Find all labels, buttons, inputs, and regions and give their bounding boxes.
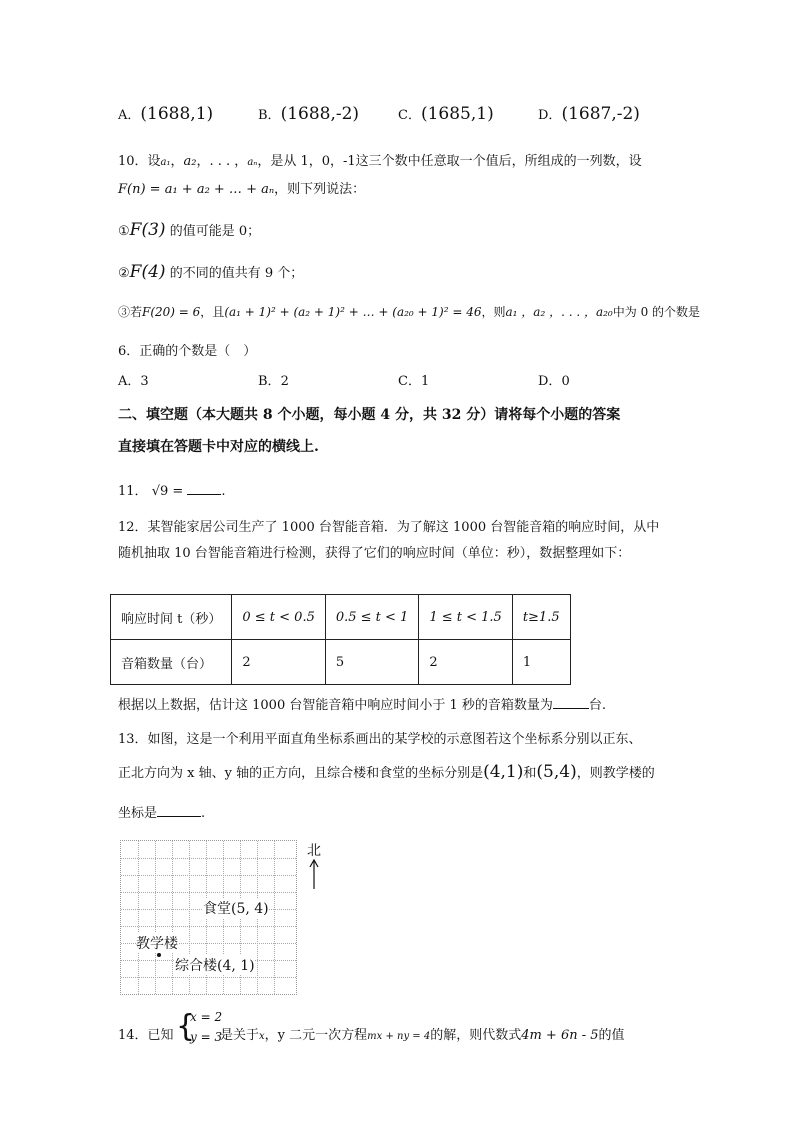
q14-eq1: x = 2: [190, 1010, 223, 1024]
q12-line1: 12．某智能家居公司生产了 1000 台智能音箱．为了解这 1000 台智能音箱的响应时间，从中: [118, 520, 660, 535]
table-row: [111, 640, 571, 685]
q10-option-c: C．1: [398, 374, 430, 389]
system-brace: {: [176, 1009, 196, 1044]
q10-line1: 10．设a₁，a₂，. . . ，aₙ，是从 1，0，-1这三个数中任意取一个值后，所组成的一列数，设: [118, 154, 642, 169]
q11: 11． √9 = .: [118, 484, 226, 499]
option-d: D．(1687,-2): [538, 104, 640, 124]
q10-statement2: ②F(4) 的不同的值共有 9 个；: [118, 262, 304, 282]
table-cell: 2: [232, 640, 325, 685]
north-label: 北: [307, 843, 321, 859]
q14-eq2: y = 3: [190, 1030, 223, 1044]
option-a: A．(1688,1): [118, 104, 214, 124]
option-c: C．(1685,1): [398, 104, 494, 124]
section2-heading-line1: 二、填空题（本大题共 8 个小题，每小题 4 分，共 32 分）请将每个小题的答案: [118, 407, 621, 423]
table-cell: 响应时间 t（秒）: [111, 595, 232, 640]
q10-option-b: B．2: [258, 374, 289, 389]
q10-line2: F(n) = a₁ + a₂ + … + aₙ，则下列说法：: [118, 182, 366, 197]
q14-rest: 是关于x，y 二元一次方程mx + ny = 4的解，则代数式4m + 6n - 5的值: [220, 1028, 625, 1043]
q13-line1: 13．如图，这是一个利用平面直角坐标系画出的某学校的示意图若这个坐标系分别以正东、: [118, 732, 642, 747]
table-cell: 音箱数量（台）: [111, 640, 232, 685]
north-arrow-icon: [307, 858, 321, 890]
q10-statement3: ③若F(20) = 6，且(a₁ + 1)² + (a₂ + 1)² + … + (a₂₀ + 1)² = 46，则a₁ ，a₂ ，. . . ，a₂₀中为 0 的个数是: [118, 305, 701, 319]
q10-option-a: A．3: [118, 374, 149, 389]
table-cell: 1 ≤ t < 1.5: [419, 595, 512, 640]
table-row: [111, 595, 571, 640]
table-cell: 5: [325, 640, 418, 685]
complex-building-label: 综合楼(4, 1): [175, 955, 255, 975]
teaching-building-label: 教学楼: [136, 933, 178, 953]
q11-answer-blank: [187, 482, 221, 495]
section2-heading-line2: 直接填在答题卡中对应的横线上.: [118, 439, 319, 455]
table-cell: 2: [419, 640, 512, 685]
q12-answer-blank: [553, 696, 589, 709]
teaching-building-point: [157, 953, 161, 957]
q10-option-d: D．0: [538, 374, 570, 389]
q13-answer-blank: [157, 804, 201, 817]
response-time-table: [110, 594, 571, 685]
q13-line2: 正北方向为 x 轴、y 轴的正方向，且综合楼和食堂的坐标分别是(4,1)和(5,4)，则教学楼的: [118, 762, 655, 782]
q12-question: 根据以上数据，估计这 1000 台智能音箱中响应时间小于 1 秒的音箱数量为 台.: [118, 698, 607, 713]
q13-line3: 坐标是 .: [118, 806, 206, 821]
table-cell: 1: [512, 640, 570, 685]
canteen-label: 食堂(5, 4): [203, 898, 269, 918]
q10-statement1: ①F(3) 的值可能是 0；: [118, 220, 261, 240]
table-cell: 0 ≤ t < 0.5: [232, 595, 325, 640]
q10-line6: 6．正确的个数是（ ）: [118, 344, 257, 359]
table-cell: t≥1.5: [512, 595, 570, 640]
q14-line: 14．已知: [118, 1028, 174, 1043]
table-cell: 0.5 ≤ t < 1: [325, 595, 418, 640]
option-b: B．(1688,-2): [258, 104, 360, 124]
q12-line2: 随机抽取 10 台智能音箱进行检测，获得了它们的响应时间（单位：秒），数据整理如下：: [118, 546, 631, 561]
